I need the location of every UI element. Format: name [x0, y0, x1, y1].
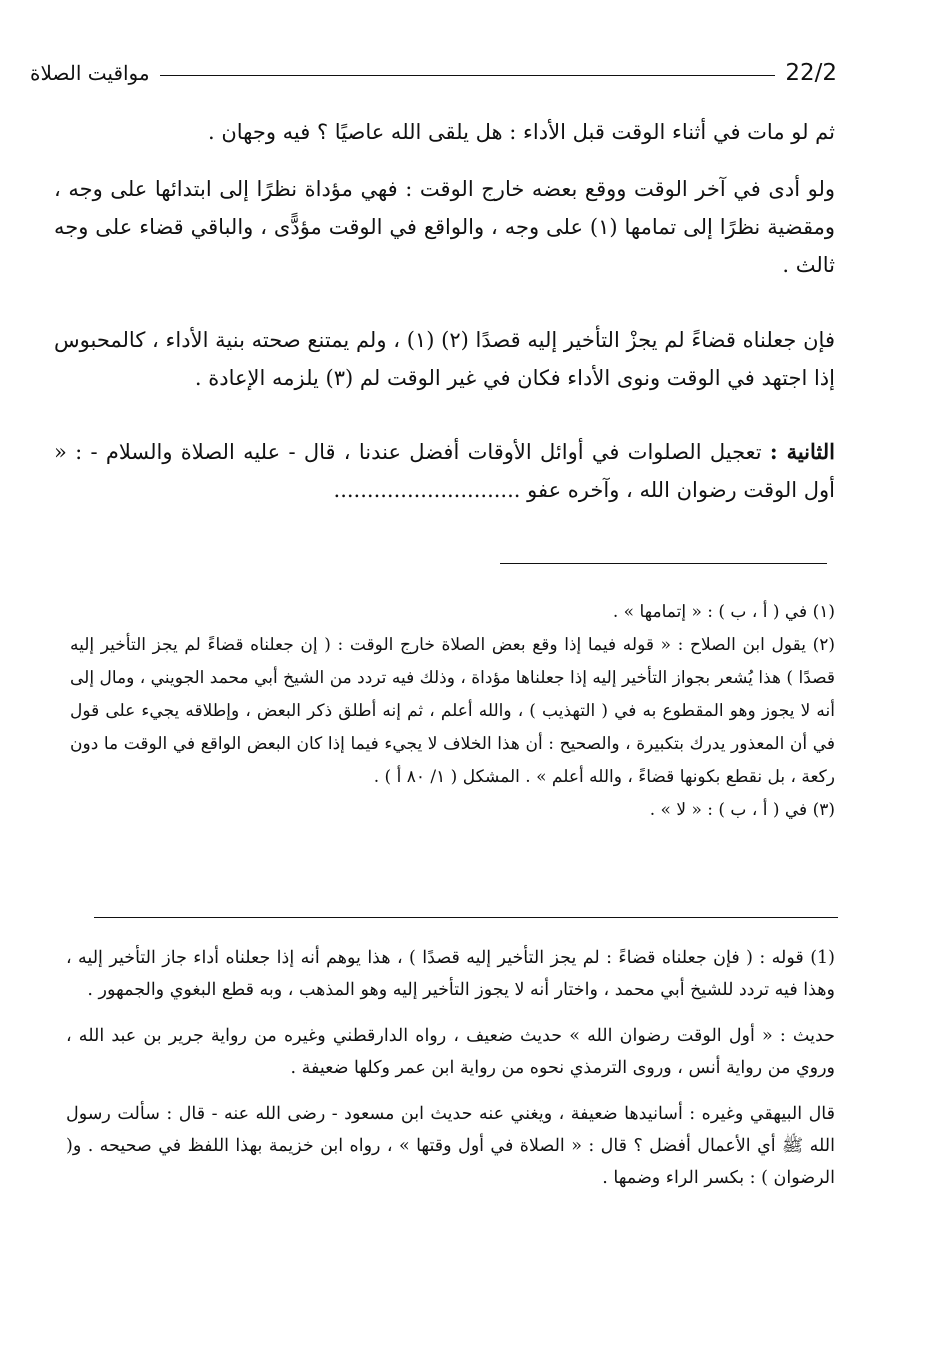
header-rule — [160, 75, 776, 76]
footnote-2: (٢) يقول ابن الصلاح : « قوله فيما إذا وقع بعض الصلاة خارج الوقت : ( إن جعلناه قضاءً لم يجز التأخير إليه قصدًا ) هذا يُشعر بجواز التأخير إليه إذا جعلناها مؤداة ، وذلك فيه تردد من الشيخ أبي محمد الجويني ، ومال إلى أنه لا يجوز وهو المقطوع به في ( التهذيب ) ، والله أعلم ، ثم إنه أطلق ذكر البعض ، وإطلاقه يجيء على قول في أن المعذور يدرك بتكبيرة ، والصحيح : أن هذا الخلاف لا يجيء فيما إذا كان البعض الواقع في الوقت ما دون ركعة ، بل نقطع بكونها قضاءً ، والله أعلم » . المشكل ( ١/ ٨٠ أ ) . — [70, 635, 835, 787]
commentary-separator — [94, 917, 838, 918]
commentary-3: قال البيهقي وغيره : أسانيدها ضعيفة ، ويغني عنه حديث ابن مسعود - رضى الله عنه - قال : سألت رسول الله ﷺ أي الأعمال أفضل ؟ قال : « الصلاة في أول وقتها » ، رواه ابن خزيمة بهذا اللفظ في صحيحه . و( الرضوان ) : بكسر الراء وضمها . — [66, 1104, 835, 1188]
paragraph-1-text: ثم لو مات في أثناء الوقت قبل الأداء : هل يلقى الله عاصيًا ؟ فيه وجهان . — [207, 120, 835, 144]
paragraph-3 — [54, 321, 835, 397]
chapter-title: مواقيت الصلاة — [30, 61, 150, 85]
footnote-3: (٣) في ( أ ، ب ) : « لا » . — [649, 800, 835, 820]
paragraph-4-container — [54, 433, 835, 509]
commentary — [66, 942, 835, 1194]
footnote-1: (١) في ( أ ، ب ) : « إتمامها » . — [612, 602, 835, 622]
commentary-2: حديث : « أول الوقت رضوان الله » حديث ضعيف ، رواه الدارقطني وغيره من رواية جرير بن عبد الله ، وروي من رواية أنس ، وروى الترمذي نحوه من رواية ابن عمر وكلها ضعيفة . — [66, 1026, 835, 1078]
paragraph-4-text: تعجيل الصلوات في أوائل الأوقات أفضل عندنا ، قال - عليه الصلاة والسلام - : « أول الوقت رضوان الله ، وآخره عفو ............................ — [54, 440, 835, 502]
paragraph-2 — [54, 170, 835, 284]
running-header — [30, 58, 837, 88]
page-number: 22/2 — [785, 60, 837, 86]
footnotes — [70, 596, 835, 827]
commentary-1: (1) قوله : ( فإن جعلناه قضاءً : لم يجز التأخير إليه قصدًا ) ، هذا يوهم أنه إذا جعلناه أداء جاز التأخير إليه ، وهذا فيه تردد للشيخ أبي محمد ، واختار أنه لا يجوز التأخير إليه وهو المذهب ، وبه قطع البغوي والجمهور . — [66, 948, 835, 1000]
paragraph-2-text: ولو أدى في آخر الوقت ووقع بعضه خارج الوقت : فهي مؤداة نظرًا إلى ابتدائها على وجه ، ومقضية نظرًا إلى تمامها (١) على وجه ، والواقع في الوقت مؤدًّى ، والباقي قضاء على وجه ثالث . — [54, 177, 836, 277]
paragraph-1 — [84, 113, 835, 151]
paragraph-4 — [54, 433, 835, 509]
footnote-separator — [500, 563, 827, 564]
section-lead: الثانية : — [769, 439, 835, 464]
paragraph-3-text: فإن جعلناه قضاءً لم يجزْ التأخير إليه قصدًا (٢) (١) ، ولم يمتنع صحته بنية الأداء ، كالمحبوس إذا اجتهد في الوقت ونوى الأداء فكان في غير الوقت لم (٣) يلزمه الإعادة . — [54, 328, 835, 390]
